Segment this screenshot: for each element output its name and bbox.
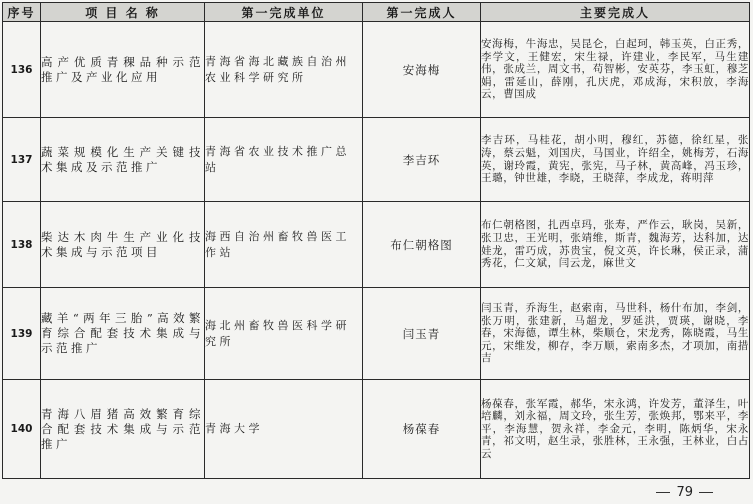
row-number: 139 <box>3 288 41 380</box>
page-footer <box>656 485 713 500</box>
row-first-unit: 海西自治州畜牧兽医工作站 <box>205 202 363 288</box>
row-first-unit: 海北州畜牧兽医科学研究所 <box>205 288 363 380</box>
header-project-name: 项 目 名 称 <box>41 3 205 22</box>
header-first-unit: 第一完成单位 <box>205 3 363 22</box>
row-first-person: 布仁朝格图 <box>363 202 481 288</box>
row-project-name: 高产优质青稞品种示范推广及产业化应用 <box>41 22 205 118</box>
row-project-name: 藏羊“两年三胎”高效繁育综合配套技术集成与示范推广 <box>41 288 205 380</box>
table-row <box>3 380 750 479</box>
table-row <box>3 118 750 202</box>
row-project-name: 蔬菜规模化生产关键技术集成及示范推广 <box>41 118 205 202</box>
row-main-persons: 闫玉青，乔海生，赵索南，马世科，杨什布加，李剑，张万明，张建新，马超龙，罗延洪，贾瑛，谢晓，李春，宋海德，谭生林，柴顺仓，宋龙秀，陈晓霞，马生元，宋维发，柳存，李万顺，索南多杰，才项加，南措吉 <box>481 288 750 380</box>
row-first-unit: 青海省海北藏族自治州农业科学研究所 <box>205 22 363 118</box>
row-first-person: 闫玉青 <box>363 288 481 380</box>
row-project-name: 柴达木肉牛生产业化技术集成与示范项目 <box>41 202 205 288</box>
row-first-unit: 青海省农业技术推广总站 <box>205 118 363 202</box>
page-number: 79 <box>676 485 693 500</box>
row-project-name: 青海八眉猪高效繁育综合配套技术集成与示范推广 <box>41 380 205 479</box>
row-number: 138 <box>3 202 41 288</box>
row-number: 137 <box>3 118 41 202</box>
row-number: 140 <box>3 380 41 479</box>
awards-table <box>2 2 750 479</box>
row-main-persons: 布仁朝格图，扎西卓玛，张寿，严作云，耿岗，吴新，张卫忠，王光明，张靖维，斯青，魏海芳，达科加，达娃龙，雷巧成，苏贵宝，倪文英，许长琳，侯正录，蒲秀花，仁文斌，闫云龙，麻世文 <box>481 202 750 288</box>
table-header-row <box>3 3 750 22</box>
row-first-person: 李吉环 <box>363 118 481 202</box>
row-main-persons: 李吉环，马桂花，胡小明，穆红，苏德，徐红星，张涛，蔡云魁，刘国庆，马国业，许绍全，姚梅芳，石海英，谢玲霞，黄宪，张宪，马子林，黄高峰，冯玉珍，王璐，钟世雄，李晓，王晓萍，李成龙，蒋明萍 <box>481 118 750 202</box>
row-number: 136 <box>3 22 41 118</box>
header-number: 序号 <box>3 3 41 22</box>
footer-dash-right <box>699 492 713 493</box>
row-main-persons: 杨葆春，张军霞，郝华，宋永鸿，许发芳，董泽生，叶培麟，刘永福，周文玲，张生芳，张焕邦，鄂来平，李平，李海慧，贺永祥，李金元，李明，陈炳华，宋永青，祁文明，赵生录，张胜林，王永强，王林业，白占云 <box>481 380 750 479</box>
row-first-unit: 青海大学 <box>205 380 363 479</box>
row-main-persons: 安海梅，牛海忠，吴昆仑，白起珂，韩玉英，白正秀，李学文，王健宏，宋生禄，许建业，李民军，马生建伟，张成兰，周文书，苟智彬，安英芬，李玉虹，穆芝娟，雷延山，薛刚，孔庆虎，邓成海，宋积放，李海云，曹国成 <box>481 22 750 118</box>
table-row <box>3 22 750 118</box>
row-first-person: 杨葆春 <box>363 380 481 479</box>
table-row <box>3 288 750 380</box>
table-row <box>3 202 750 288</box>
header-first-person: 第一完成人 <box>363 3 481 22</box>
footer-dash-left <box>656 492 670 493</box>
row-first-person: 安海梅 <box>363 22 481 118</box>
header-main-persons: 主要完成人 <box>481 3 750 22</box>
